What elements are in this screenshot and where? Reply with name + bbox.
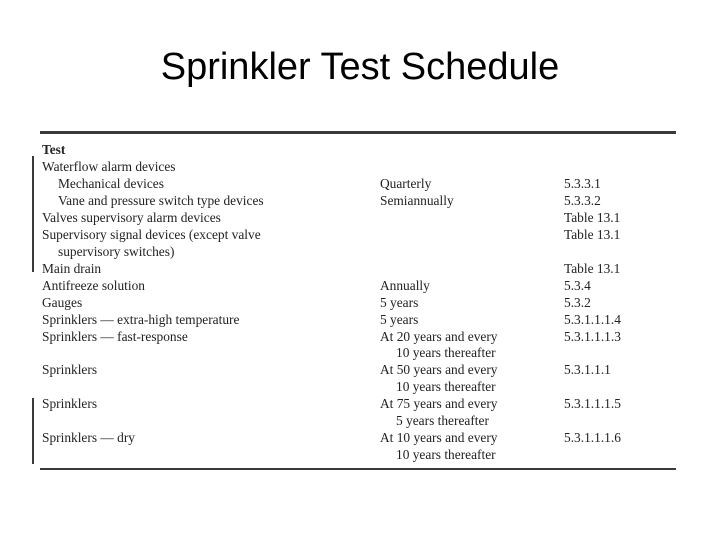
cell-test: Mechanical devices xyxy=(58,176,164,191)
cell-reference: 5.3.1.1.1.6 xyxy=(564,430,621,446)
test-schedule-table xyxy=(40,128,676,472)
cell-test: Gauges xyxy=(42,294,83,310)
cell-frequency: At 20 years and every xyxy=(380,328,498,344)
cell-frequency: Quarterly xyxy=(380,176,432,191)
revision-bar xyxy=(32,156,34,272)
cell-frequency: At 50 years and every xyxy=(380,362,498,378)
revision-bar xyxy=(32,398,34,464)
cell-test: Supervisory signal devices (except valve xyxy=(42,226,261,242)
cell-reference: 5.3.1.1.1 xyxy=(564,362,611,378)
cell-test: Valves supervisory alarm devices xyxy=(42,209,221,225)
cell-frequency: 5 years thereafter xyxy=(396,413,489,429)
cell-reference: Table 13.1 xyxy=(564,209,621,225)
column-header-test: Test xyxy=(42,142,66,157)
cell-test: Sprinklers xyxy=(42,396,98,412)
cell-reference: 5.3.1.1.1.5 xyxy=(564,396,621,412)
cell-test: supervisory switches) xyxy=(58,243,175,259)
cell-test: Waterflow alarm devices xyxy=(42,159,176,174)
cell-frequency: 10 years thereafter xyxy=(396,379,496,395)
cell-frequency: Semiannually xyxy=(380,192,454,208)
cell-reference: 5.3.3.2 xyxy=(564,192,601,208)
cell-reference: Table 13.1 xyxy=(564,226,621,242)
cell-reference: 5.3.3.1 xyxy=(564,176,601,191)
cell-test: Sprinklers xyxy=(42,362,98,378)
cell-test: Main drain xyxy=(42,260,102,276)
cell-frequency: 10 years thereafter xyxy=(396,345,496,361)
cell-frequency: 10 years thereafter xyxy=(396,447,496,463)
cell-reference: 5.3.4 xyxy=(564,277,591,293)
cell-reference: 5.3.1.1.1.3 xyxy=(564,328,621,344)
cell-frequency: 5 years xyxy=(380,311,419,327)
cell-frequency: 5 years xyxy=(380,294,419,310)
table-top-rule xyxy=(40,131,676,134)
slide-title: Sprinkler Test Schedule xyxy=(160,46,560,88)
cell-reference: 5.3.1.1.1.4 xyxy=(564,311,621,327)
cell-test: Vane and pressure switch type devices xyxy=(58,192,264,208)
cell-test: Sprinklers — dry xyxy=(42,430,135,446)
cell-frequency: Annually xyxy=(380,277,430,293)
cell-frequency: At 10 years and every xyxy=(380,430,498,446)
cell-test: Sprinklers — extra-high temperature xyxy=(42,311,240,327)
table-bottom-rule xyxy=(40,468,676,470)
cell-reference: 5.3.2 xyxy=(564,294,591,310)
cell-frequency: At 75 years and every xyxy=(380,396,498,412)
cell-reference: Table 13.1 xyxy=(564,260,621,276)
cell-test: Antifreeze solution xyxy=(42,277,145,293)
cell-test: Sprinklers — fast-response xyxy=(42,328,188,344)
